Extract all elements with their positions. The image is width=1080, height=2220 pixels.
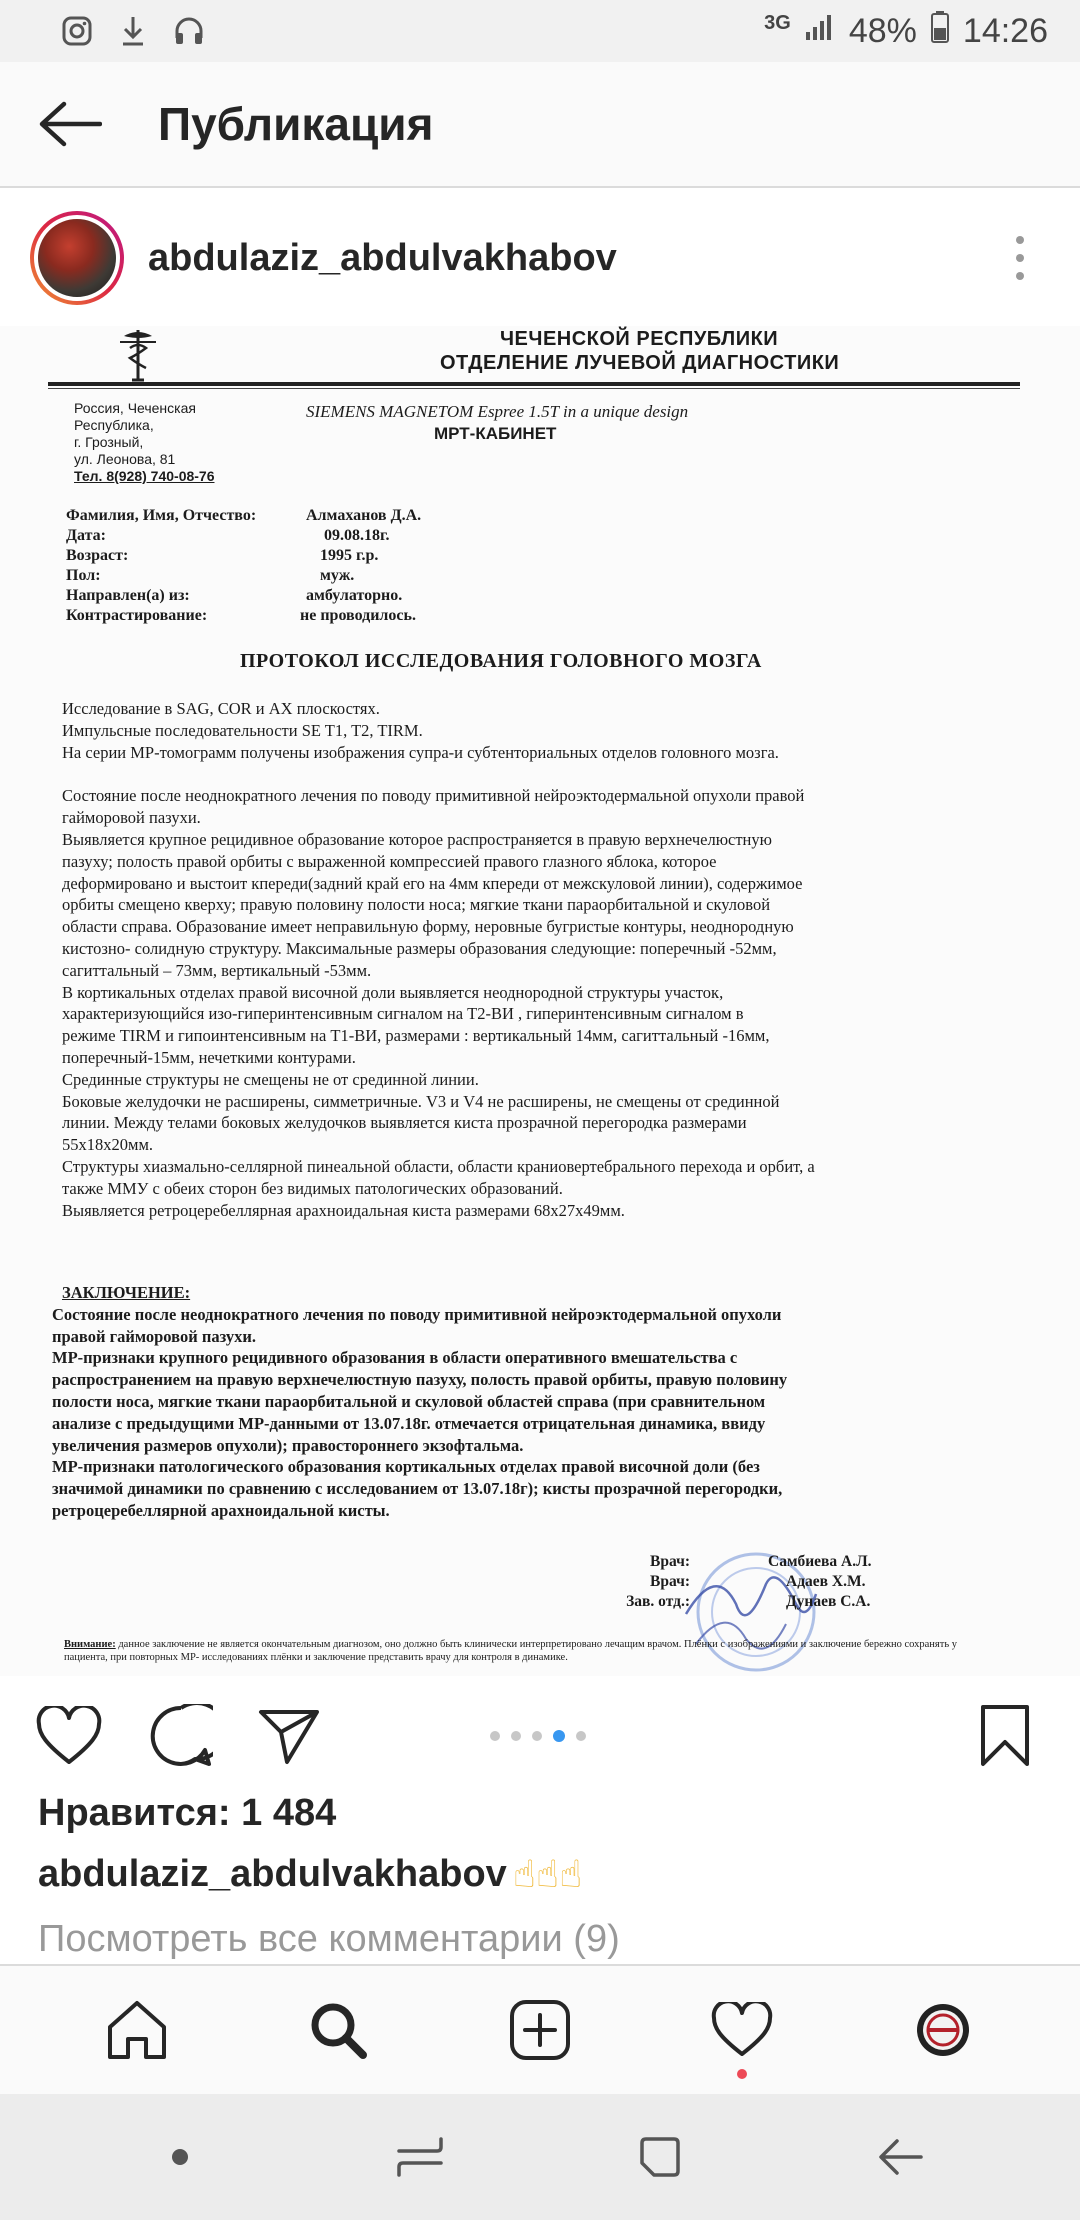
status-left-icons: [62, 15, 204, 47]
bottom-nav: [0, 1964, 1080, 2094]
doc-address-line: ул. Леонова, 81: [74, 451, 176, 467]
doc-field-row: [66, 506, 421, 526]
doc-conclusion: [52, 1282, 972, 1522]
download-icon: [120, 15, 146, 47]
doc-line: Выявляется крупное рецидивное образование которое распространяется в правую верхнечелюстную: [62, 829, 772, 849]
doc-title: ПРОТОКОЛ ИССЛЕДОВАНИЯ ГОЛОВНОГО МОЗГА: [240, 650, 762, 672]
bookmark-icon: [980, 1704, 1030, 1768]
doc-line: распространением на правую верхнечелюстную пазуху, полость правой орбиты, правую половину: [52, 1370, 788, 1390]
doc-field-label: Фамилия, Имя, Отчество:: [66, 507, 257, 524]
activity-heart-icon: [711, 2002, 773, 2058]
headphones-icon: [174, 16, 204, 46]
doc-field-row: [66, 546, 421, 566]
page-title: Публикация: [158, 98, 434, 150]
carousel-dot: [576, 1731, 586, 1741]
doc-field-label: Дата:: [66, 527, 106, 544]
back-icon: [877, 2137, 923, 2177]
doc-field-label: Контрастирование:: [66, 607, 208, 624]
doc-line: ретроцеребеллярной арахноидальной кисты.: [52, 1500, 390, 1520]
doc-field-value: муж.: [320, 567, 355, 584]
app-bar: [0, 62, 1080, 188]
doc-field-value: не проводилось.: [300, 607, 416, 624]
doc-line: Состояние после неоднократного лечения по поводу примитивной нейроэктодермальной опухоли: [52, 1304, 782, 1324]
doc-line: линии. Между телами боковых желудочков выявляется киста прозрачной перегородка размерами: [62, 1113, 747, 1133]
doc-signature-name: Самбиева А.Л.: [768, 1553, 872, 1570]
instagram-icon: [62, 16, 92, 46]
doc-line: поперечный-15мм, нечеткими контурами.: [62, 1047, 356, 1067]
search-icon: [307, 1999, 369, 2061]
notification-dot: [737, 2069, 747, 2079]
system-recents-button[interactable]: [365, 2107, 475, 2207]
doc-field-value: 1995 г.р.: [320, 547, 379, 564]
more-options-button[interactable]: [1000, 218, 1040, 298]
nav-home-button[interactable]: [82, 1975, 192, 2085]
doc-header-line1: ЧЕЧЕНСКОЙ РЕСПУБЛИКИ: [500, 328, 779, 350]
doc-field-label: Пол:: [66, 567, 101, 584]
clock: 14:26: [962, 11, 1048, 50]
doc-field-value: амбулаторно.: [306, 587, 403, 604]
doc-signature-label: Зав. отд.:: [626, 1593, 690, 1610]
caption-emoji: ☝☝☝: [512, 1854, 583, 1896]
network-label: 3G: [764, 11, 791, 34]
doc-note: [64, 1638, 964, 1664]
doc-field-row: [66, 566, 421, 586]
back-button[interactable]: [20, 74, 120, 174]
doc-line: анализе с предыдущими МР-данными от 13.07.18г. отмечается отрицательная динамика, ввиду: [52, 1413, 766, 1433]
doc-field-row: [66, 526, 421, 546]
doc-signature-label: Врач:: [650, 1553, 690, 1570]
doc-line: полости носа, мягкие ткани параорбитальной и скуловой областей справа (при сравнительном: [52, 1391, 766, 1411]
doc-equipment: SIEMENS MAGNETOM Espree 1.5T in a unique design: [306, 402, 689, 421]
caption-username[interactable]: abdulaziz_abdulvakhabov: [38, 1853, 507, 1895]
nav-search-button[interactable]: [283, 1975, 393, 2085]
carousel-dot: [532, 1731, 542, 1741]
doc-line: Выявляется ретроцеребеллярная арахноидальная киста размерами 68х27х49мм.: [62, 1200, 625, 1220]
recent-apps-icon: [397, 2135, 443, 2179]
doc-signature-row: [548, 1572, 872, 1592]
doc-signatures: [548, 1552, 872, 1612]
doc-line: также ММУ с обеих сторон без видимых патологических образований.: [62, 1178, 563, 1198]
doc-note-label: Внимание:: [64, 1639, 116, 1650]
doc-line: режиме TIRM и гипоинтенсивным на Т1-ВИ, размерами : вертикальный 14мм, сагиттальный -16мм,: [62, 1026, 770, 1046]
doc-field-value: 09.08.18г.: [324, 527, 390, 544]
post-header: [0, 190, 1080, 326]
avatar[interactable]: [30, 211, 124, 305]
save-button[interactable]: [960, 1691, 1050, 1781]
doc-phone: Тел. 8(928) 740-08-76: [74, 468, 215, 484]
view-comments-link[interactable]: Посмотреть все комментарии (9): [38, 1918, 620, 1960]
arrow-left-icon: [38, 101, 102, 147]
doc-line: гайморовой пазухи.: [62, 808, 201, 828]
doc-cabinet: МРТ-КАБИНЕТ: [434, 424, 557, 443]
battery-icon: [931, 11, 949, 52]
signal-icon: [805, 12, 835, 51]
carousel-dot-active: [553, 1730, 565, 1742]
comment-icon: [149, 1704, 213, 1768]
medical-emblem-icon: [108, 326, 168, 384]
doc-header-rule: [48, 382, 1020, 386]
post-username[interactable]: abdulaziz_abdulvakhabov: [148, 236, 617, 279]
doc-header-line2: ОТДЕЛЕНИЕ ЛУЧЕВОЙ ДИАГНОСТИКИ: [440, 352, 840, 374]
nav-activity-button[interactable]: [687, 1975, 797, 2085]
post-actions: [0, 1676, 1080, 1796]
doc-line: Структуры хиазмально-селлярной пинеальной области, области краниовертебрального перехода и орбит, а: [62, 1156, 815, 1176]
avatar-image: [34, 215, 120, 301]
doc-line: пазуху; полость правой орбиты с выраженной компрессией правого глазного яблока, которое: [62, 851, 717, 871]
system-nav-bar: [0, 2094, 1080, 2220]
doc-address: [74, 400, 215, 485]
doc-body: [62, 698, 982, 1221]
doc-line: кистозно- солидную структуру. Максимальные размеры образования следующие: поперечный -52мм,: [62, 938, 777, 958]
profile-avatar-icon: [915, 2002, 971, 2058]
carousel-dot: [490, 1731, 500, 1741]
system-home-button[interactable]: [605, 2107, 715, 2207]
doc-line: орбиты смещено кверху; правую половину полости носа; мягкие ткани параорбитальной и скуловой: [62, 895, 771, 915]
likes-count[interactable]: Нравится: 1 484: [38, 1792, 337, 1834]
home-square-icon: [638, 2135, 682, 2179]
carousel-indicator: [490, 1676, 586, 1796]
battery-percent: 48%: [848, 11, 917, 50]
doc-line: МР-признаки патологического образования кортикальных отделах правой височной доли (без: [52, 1457, 760, 1477]
doc-signature-name: Дунаев С.А.: [786, 1593, 871, 1610]
doc-line: сагиттальный – 73мм, вертикальный -53мм.: [62, 960, 372, 980]
send-icon: [257, 1706, 321, 1766]
caption: [38, 1852, 582, 1897]
system-back-button[interactable]: [845, 2107, 955, 2207]
doc-line: области справа. Образование имеет неправильную форму, неровные бугристые контуры, неоднородную: [62, 917, 794, 937]
doc-line: МР-признаки крупного рецидивного образования в области оперативного вмешательства с: [52, 1348, 738, 1368]
doc-signature-row: [548, 1592, 872, 1612]
doc-signature-row: [548, 1552, 872, 1572]
doc-signature-name: Адаев Х.М.: [786, 1573, 866, 1590]
doc-line: Боковые желудочки не расширены, симметричные. V3 и V4 не расширены, не смещены от срединной: [62, 1091, 780, 1111]
doc-line: правой гайморовой пазухи.: [52, 1326, 257, 1346]
dot-icon: [170, 2147, 190, 2167]
doc-line: Импульсные последовательности SE T1, T2, TIRM.: [62, 720, 423, 740]
doc-address-line: Россия, Чеченская: [74, 400, 196, 416]
doc-signature-label: Врач:: [650, 1573, 690, 1590]
more-vertical-icon: [1016, 236, 1024, 244]
doc-line: характеризующийся изо-гиперинтенсивным сигналом на Т2-ВИ , гиперинтенсивным сигналом в: [62, 1004, 744, 1024]
doc-line: Исследование в SAG, COR и AX плоскостях.: [62, 699, 380, 718]
doc-line: В кортикальных отделах правой височной доли выявляется неоднородной структуры участок,: [62, 982, 724, 1002]
status-right: [764, 11, 1048, 52]
doc-address-line: Республика,: [74, 417, 154, 433]
doc-note-text: данное заключение не является окончательным диагнозом, оно должно быть клинически интерпретировано лечащим врачом. Плёнки с изображениями и заключение бережно сохранять у пациента, при повторных МР- исследованиях плёнки и заключение представить врачу для контроля в динамике.: [64, 1639, 957, 1663]
doc-line: Срединные структуры не смещены не от срединной линии.: [62, 1069, 479, 1089]
doc-address-line: г. Грозный,: [74, 434, 144, 450]
heart-icon: [36, 1706, 102, 1766]
nav-add-button[interactable]: [485, 1975, 595, 2085]
doc-line: деформировано и выстоит кпереди(задний край его на 4мм кпереди от межскуловой линии), содержимое: [62, 873, 803, 893]
doc-line: Состояние после неоднократного лечения по поводу примитивной нейроэктодермальной опухоли правой: [62, 786, 805, 806]
doc-header-rule-thin: [48, 388, 1020, 389]
doc-field-value: Алмаханов Д.А.: [306, 507, 422, 524]
doc-line: значимой динамики по сравнению с исследованием от 13.07.18г); кисты прозрачной перегородки,: [52, 1479, 783, 1499]
like-button[interactable]: [24, 1691, 114, 1781]
carousel-dot: [511, 1731, 521, 1741]
doc-line: 55х18х20мм.: [62, 1135, 154, 1155]
share-button[interactable]: [244, 1691, 334, 1781]
doc-field-label: Возраст:: [66, 547, 129, 564]
post-image-document[interactable]: [0, 326, 1080, 1676]
system-dot-button[interactable]: [125, 2107, 235, 2207]
doc-patient-fields: [66, 506, 421, 626]
home-icon: [106, 1999, 168, 2061]
doc-line: увеличения размеров опухоли); правостороннего экзофтальма.: [52, 1435, 524, 1455]
add-post-icon: [509, 1999, 571, 2061]
doc-field-label: Направлен(а) из:: [66, 587, 190, 604]
doc-field-row: [66, 586, 421, 606]
doc-field-row: [66, 606, 421, 626]
doc-conclusion-heading: ЗАКЛЮЧЕНИЕ:: [62, 1283, 191, 1302]
status-bar: [0, 0, 1080, 62]
doc-line: На серии МР-томограмм получены изображения супра-и субтенториальных отделов головного мозга.: [62, 742, 779, 762]
comment-button[interactable]: [136, 1691, 226, 1781]
nav-profile-button[interactable]: [888, 1975, 998, 2085]
